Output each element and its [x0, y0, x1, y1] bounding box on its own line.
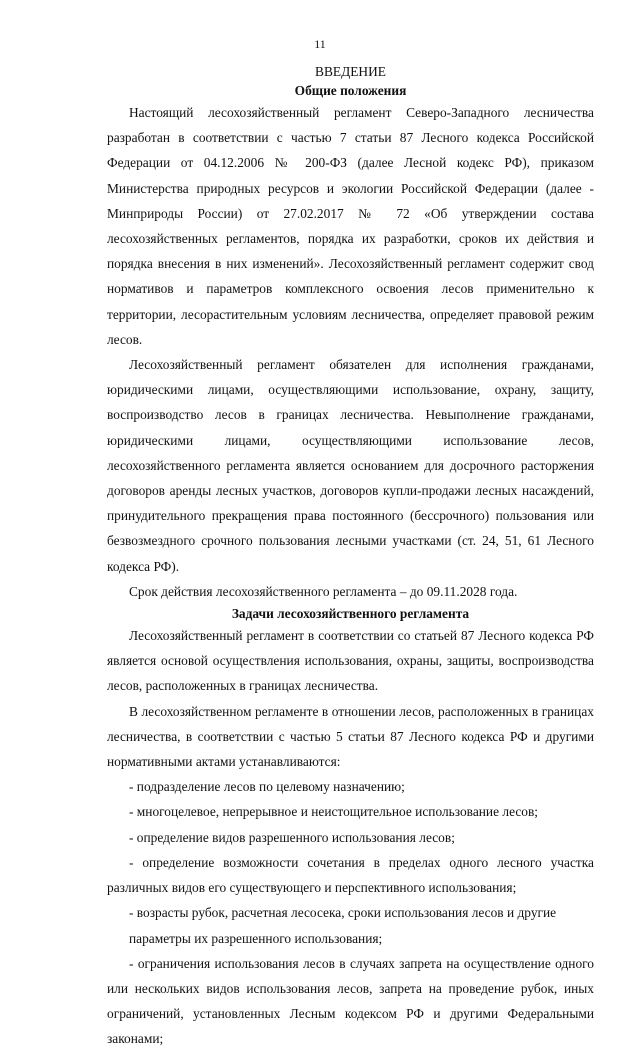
page-number: 11 — [314, 37, 326, 51]
list-item: - определение возможности сочетания в пределах одного лесного участка различных видов его существующего и перспективного использования; — [107, 854, 594, 896]
list-item: - подразделение лесов по целевому назначению; — [129, 779, 405, 795]
paragraph: Лесохозяйственный регламент обязателен для исполнения гражданами, юридическими лицами, осуществляющими использование, охрану, защиту, воспроизводство лесов в границах лесничества. Невыполнение гражданами, юридическими лицами, осуществляющими использование лесов, лесохозяйственного регламента является основанием для досрочного расторжения договоров аренды лесных участков, договоров купли-продажи лесных насаждений, принудительного прекращения права постоянного (бессрочного) пользования или безвозмездного срочного пользования лесными участками (ст. 24, 51, 61 Лесного кодекса РФ). — [107, 357, 594, 574]
page-content — [107, 62, 594, 1052]
intro-heading: ВВЕДЕНИЕ — [315, 64, 386, 79]
paragraph: Срок действия лесохозяйственного регламента – до 09.11.2028 года. — [129, 583, 518, 599]
list-item: - возрасты рубок, расчетная лесосека, сроки использования лесов и другие — [129, 905, 557, 921]
list-item: - ограничения использования лесов в случаях запрета на осуществление одного или нескольких видов использования лесов, запрета на проведение рубок, иных ограничений, установленных Лесным кодексом РФ и другими Федеральными законами; — [107, 955, 594, 1047]
paragraph: Лесохозяйственный регламент в соответствии со статьей 87 Лесного кодекса РФ является основой осуществления использования, охраны, защиты, воспроизводства лесов, расположенных в границах лесничества. — [107, 628, 594, 694]
paragraph: Настоящий лесохозяйственный регламент Северо-Западного лесничества разработан в соответствии с частью 7 статьи 87 Лесного кодекса Российской Федерации от 04.12.2006 № 200-ФЗ (далее Лесной кодекс РФ), приказом Министерства природных ресурсов и экологии Российской Федерации (далее - Минприроды России) от 27.02.2017 № 72 «Об утверждении состава лесохозяйственных регламентов, порядка их разработки, сроков их действия и порядка внесения в них изменений». Лесохозяйственный регламент содержит свод нормативов и параметров комплексного освоения лесов применительно к территории, лесорастительным условиям лесничества, определяет правовой режим лесов. — [107, 105, 594, 347]
list-item: - определение видов разрешенного использования лесов; — [129, 829, 455, 845]
section-title-general: Общие положения — [294, 83, 407, 98]
section-title-tasks: Задачи лесохозяйственного регламента — [231, 606, 470, 622]
list-item-continuation: параметры их разрешенного использования; — [129, 930, 383, 946]
paragraph: В лесохозяйственном регламенте в отношении лесов, расположенных в границах лесничества, в соответствии с частью 5 статьи 87 Лесного кодекса РФ и другими нормативными актами устанавливаются: — [107, 703, 594, 770]
list-item: - многоцелевое, непрерывное и неистощительное использование лесов; — [129, 804, 539, 820]
